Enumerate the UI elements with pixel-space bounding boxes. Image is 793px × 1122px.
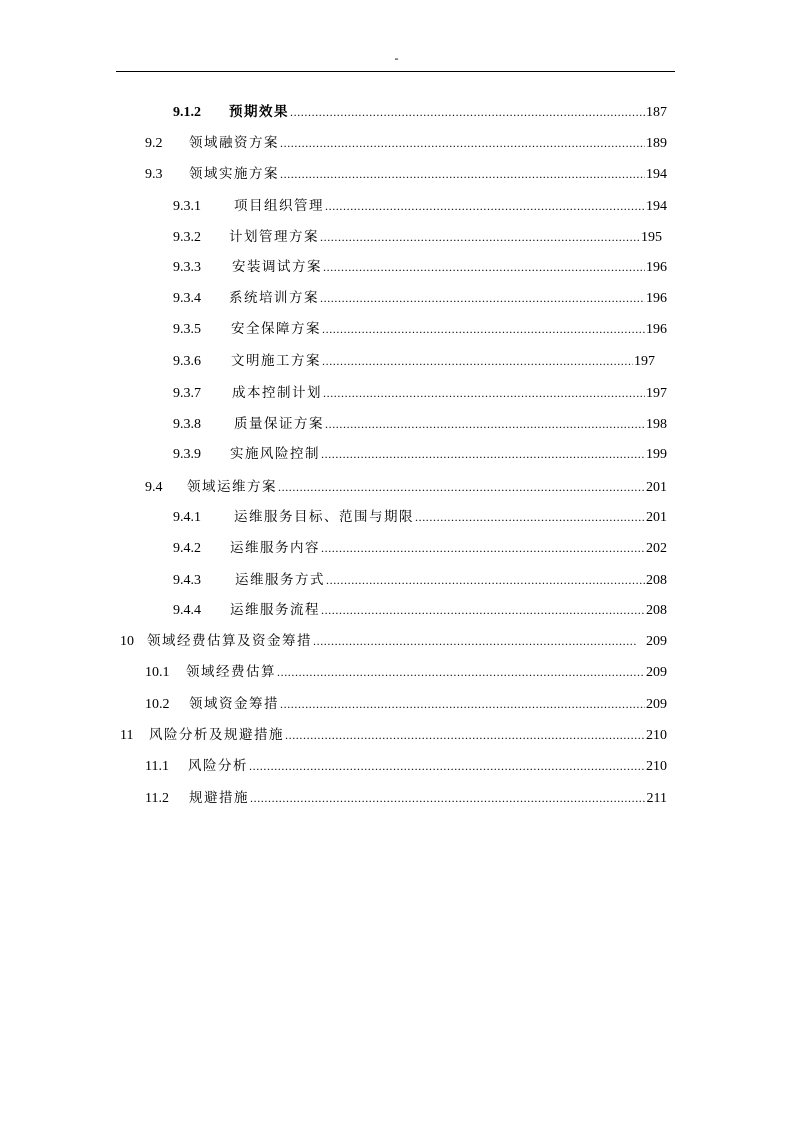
toc-entry-number: 9.3.1: [173, 199, 201, 214]
toc-entry-11-2[interactable]: [145, 788, 667, 808]
toc-entry-page: 195: [641, 230, 662, 245]
toc-entry-page: 196: [646, 322, 667, 337]
toc-leader-dots: [280, 694, 645, 714]
toc-entry-number: 9.3.6: [173, 354, 201, 369]
toc-entry-page: 209: [646, 665, 667, 680]
toc-entry-title: 安全保障方案: [231, 321, 321, 337]
toc-entry-9-3-8[interactable]: [173, 414, 667, 434]
toc-entry-number: 9.4.1: [173, 510, 201, 525]
toc-leader-dots: [322, 351, 633, 371]
toc-entry-9-4-3[interactable]: [173, 570, 667, 590]
toc-entry-9-4[interactable]: [145, 477, 667, 497]
toc-entry-title: 计划管理方案: [229, 229, 319, 245]
toc-entry-number: 9.3.3: [173, 260, 201, 275]
toc-entry-number: 9.2: [145, 136, 163, 151]
toc-entry-number: 10: [120, 634, 134, 649]
toc-entry-page: 199: [646, 447, 667, 462]
toc-entry-9-3-3[interactable]: [173, 257, 667, 277]
toc-entry-9-3-6[interactable]: [173, 351, 655, 371]
toc-leader-dots: [278, 477, 645, 497]
toc-entry-title: 风险分析及规避措施: [149, 727, 284, 743]
toc-entry-title: 运维服务流程: [230, 602, 320, 618]
toc-entry-title: 文明施工方案: [231, 353, 321, 369]
toc-entry-9-3-5[interactable]: [173, 319, 667, 339]
toc-entry-number: 10.2: [145, 697, 170, 712]
toc-leader-dots: [326, 570, 645, 590]
toc-entry-page: 211: [646, 791, 667, 806]
toc-entry-page: 210: [646, 759, 667, 774]
toc-entry-title: 领域运维方案: [187, 479, 277, 495]
toc-entry-title: 项目组织管理: [234, 198, 324, 214]
toc-entry-9-4-1[interactable]: [173, 507, 667, 527]
toc-entry-title: 领域实施方案: [189, 166, 279, 182]
toc-entry-page: 196: [646, 291, 667, 306]
toc-entry-page: 209: [646, 634, 667, 649]
toc-leader-dots: [321, 444, 645, 464]
toc-entry-title: 安装调试方案: [232, 259, 322, 275]
toc-entry-page: 208: [646, 603, 667, 618]
toc-entry-title: 领域经费估算: [186, 664, 276, 680]
toc-leader-dots: [320, 227, 640, 247]
toc-entry-number: 9.4.4: [173, 603, 201, 618]
toc-leader-dots: [320, 288, 645, 308]
toc-entry-page: 208: [646, 573, 667, 588]
toc-entry-page: 196: [646, 260, 667, 275]
toc-leader-dots: [285, 725, 645, 745]
toc-entry-number: 9.3.2: [173, 230, 201, 245]
toc-entry-page: 187: [646, 105, 667, 120]
toc-leader-dots: [323, 257, 645, 277]
toc-entry-title: 运维服务方式: [235, 572, 325, 588]
toc-leader-dots: [250, 788, 646, 808]
toc-entry-10-2[interactable]: [145, 694, 667, 714]
toc-entry-9-4-4[interactable]: [173, 600, 667, 620]
toc-entry-9-2[interactable]: [145, 133, 667, 153]
toc-entry-9-3-2[interactable]: [173, 227, 662, 247]
toc-entry-number: 9.4: [145, 480, 163, 495]
toc-entry-10-1[interactable]: [145, 662, 667, 682]
toc-leader-dots: [290, 102, 645, 122]
toc-entry-number: 9.1.2: [173, 105, 201, 120]
toc-entry-page: 210: [646, 728, 667, 743]
toc-entry-title: 系统培训方案: [229, 290, 319, 306]
toc-leader-dots: [249, 756, 645, 776]
toc-leader-dots: [323, 383, 645, 403]
toc-leader-dots: [322, 319, 645, 339]
toc-leader-dots: [277, 662, 645, 682]
toc-entry-number: 9.3.4: [173, 291, 201, 306]
toc-entry-9-1-2[interactable]: [173, 102, 667, 122]
toc-leader-dots: [325, 196, 645, 216]
toc-entry-title: 领域经费估算及资金筹措: [147, 633, 312, 649]
toc-entry-number: 9.3: [145, 167, 163, 182]
toc-entry-title: 领域资金筹措: [189, 696, 279, 712]
toc-entry-title: 成本控制计划: [232, 385, 322, 401]
toc-leader-dots: [415, 507, 645, 527]
toc-entry-page: 201: [646, 480, 667, 495]
toc-leader-dots: [280, 133, 645, 153]
toc-entry-page: 209: [646, 697, 667, 712]
toc-entry-number: 9.3.9: [173, 447, 201, 462]
toc-entry-page: 194: [646, 167, 667, 182]
toc-entry-title: 实施风险控制: [230, 446, 320, 462]
toc-entry-page: 194: [646, 199, 667, 214]
toc-entry-page: 201: [646, 510, 667, 525]
toc-entry-number: 11.1: [145, 759, 169, 774]
toc-entry-page: 197: [646, 386, 667, 401]
toc-entry-number: 9.3.5: [173, 322, 201, 337]
toc-entry-title: 运维服务内容: [230, 540, 320, 556]
toc-entry-number: 11: [120, 728, 134, 743]
toc-entry-title: 风险分析: [188, 758, 248, 774]
toc-entry-10[interactable]: [120, 631, 667, 651]
toc-leader-dots: [321, 600, 645, 620]
toc-entry-page: 198: [646, 417, 667, 432]
toc-entry-number: 9.3.7: [173, 386, 201, 401]
toc-entry-title: 预期效果: [229, 104, 289, 120]
toc-entry-9-3-7[interactable]: [173, 383, 667, 403]
toc-entry-page: 197: [634, 354, 655, 369]
toc-leader-dots: [321, 538, 645, 558]
toc-entry-number: 11.2: [145, 791, 169, 806]
toc-entry-title: 运维服务目标、范围与期限: [234, 509, 414, 525]
toc-leader-dots: [280, 164, 645, 184]
toc-entry-page: 202: [646, 541, 667, 556]
toc-leader-dots: [313, 631, 637, 651]
toc-entry-9-3[interactable]: [145, 164, 667, 184]
page-header-mark: -: [394, 51, 399, 65]
toc-entry-11[interactable]: [120, 725, 667, 745]
toc-entry-number: 9.3.8: [173, 417, 201, 432]
toc-entry-11-1[interactable]: [145, 756, 667, 776]
toc-entry-title: 领域融资方案: [189, 135, 279, 151]
toc-entry-number: 10.1: [145, 665, 170, 680]
toc-entry-title: 规避措施: [189, 790, 249, 806]
toc-entry-title: 质量保证方案: [234, 416, 324, 432]
toc-entry-number: 9.4.3: [173, 573, 201, 588]
toc-entry-9-4-2[interactable]: [173, 538, 667, 558]
toc-entry-number: 9.4.2: [173, 541, 201, 556]
toc-entry-page: 189: [646, 136, 667, 151]
toc-leader-dots: [325, 414, 645, 434]
toc-entry-9-3-1[interactable]: [173, 196, 667, 216]
toc-entry-9-3-9[interactable]: [173, 444, 667, 464]
toc-entry-9-3-4[interactable]: [173, 288, 667, 308]
